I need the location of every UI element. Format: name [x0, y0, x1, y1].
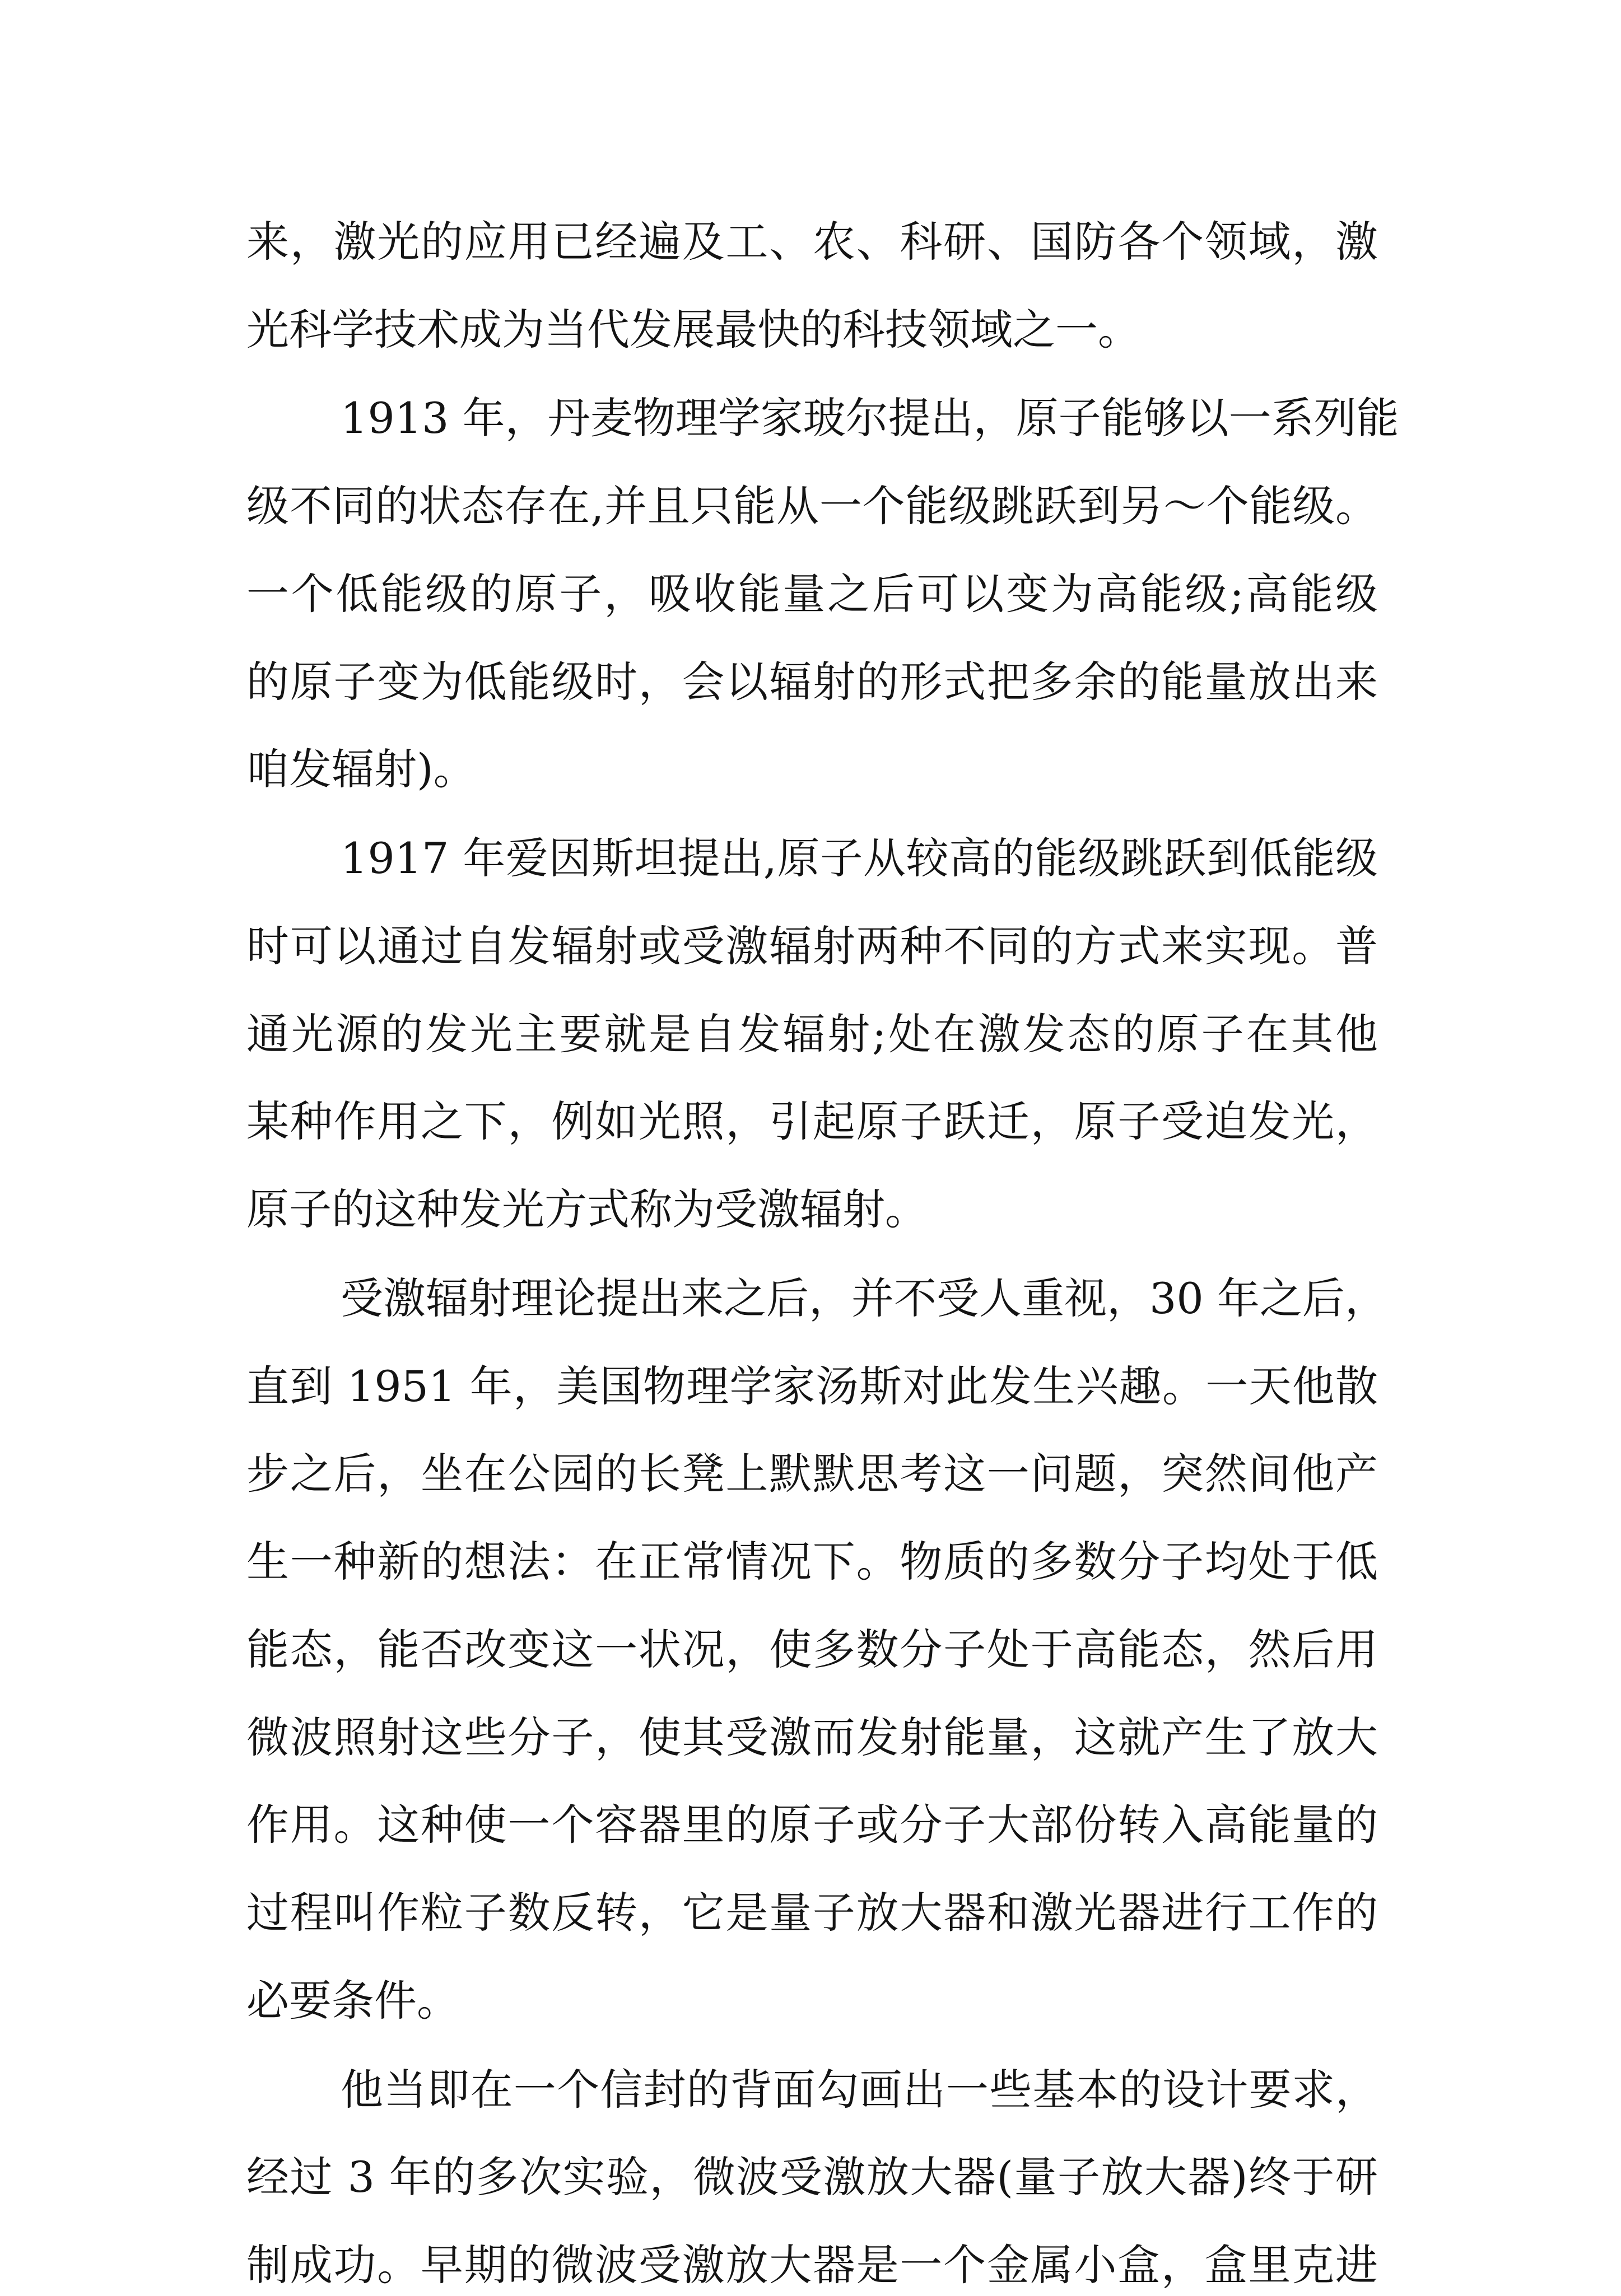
paragraph-2-line-2: 级不同的状态存在,并且只能从一个能级跳跃到另～个能级。 — [246, 481, 1378, 531]
paragraph-2-line-5: 咱发辐射)。 — [246, 744, 476, 794]
paragraph-2-line-3: 一个低能级的原子，吸收能量之后可以变为高能级;高能级 — [246, 569, 1378, 619]
paragraph-4-line-9: 必要条件。 — [246, 1976, 459, 2026]
paragraph-5-line-2: 经过 3 年的多次实验，微波受激放大器(量子放大器)终于研 — [246, 2152, 1378, 2202]
paragraph-4-line-4: 生一种新的想法：在正常情况下。物质的多数分子均处于低 — [246, 1537, 1378, 1586]
paragraph-4-line-2: 直到 1951 年，美国物理学家汤斯对此发生兴趣。一天他散 — [246, 1361, 1378, 1411]
paragraph-1-line-2: 光科学技术成为当代发展最快的科技领域之一。 — [246, 305, 1140, 354]
body-text — [246, 0, 1399, 2292]
paragraph-2-line-4: 的原子变为低能级时，会以辐射的形式把多余的能量放出来 — [246, 657, 1378, 707]
paragraph-5-line-3: 制成功。早期的微波受激放大器是一个金属小盒，盒里克进 — [246, 2240, 1378, 2290]
paragraph-3-line-2: 时可以通过自发辐射或受激辐射两种不同的方式来实现。普 — [246, 921, 1378, 971]
paragraph-4-line-3: 步之后，坐在公园的长凳上默默思考这一问题，突然间他产 — [246, 1449, 1378, 1499]
paragraph-3-line-1: 1917 年爱因斯坦提出,原子从较高的能级跳跃到低能级 — [341, 833, 1378, 883]
paragraph-1-line-1: 来，激光的应用已经遍及工、农、科研、国防各个领域，激 — [246, 217, 1378, 267]
paragraph-3-line-5: 原子的这种发光方式称为受激辐射。 — [246, 1184, 928, 1234]
paragraph-3-line-4: 某种作用之下，例如光照，引起原子跃迁，原子受迫发光， — [246, 1096, 1378, 1146]
paragraph-4-line-7: 作用。这种使一个容器里的原子或分子大部份转入高能量的 — [246, 1800, 1378, 1850]
paragraph-2-line-1: 1913 年，丹麦物理学家玻尔提出，原子能够以一系列能 — [341, 393, 1399, 443]
paragraph-4-line-1: 受激辐射理论提出来之后，并不受人重视，30 年之后， — [341, 1273, 1387, 1323]
paragraph-5-line-1: 他当即在一个信封的背面勾画出一些基本的设计要求， — [341, 2065, 1378, 2115]
paragraph-4-line-8: 过程叫作粒子数反转，它是量子放大器和激光器进行工作的 — [246, 1888, 1378, 1938]
paragraph-4-line-5: 能态，能否改变这一状况，使多数分子处于高能态，然后用 — [246, 1625, 1378, 1674]
paragraph-3-line-3: 通光源的发光主要就是自发辐射;处在激发态的原子在其他 — [246, 1009, 1378, 1059]
paragraph-4-line-6: 微波照射这些分子，使其受激而发射能量，这就产生了放大 — [246, 1712, 1378, 1762]
